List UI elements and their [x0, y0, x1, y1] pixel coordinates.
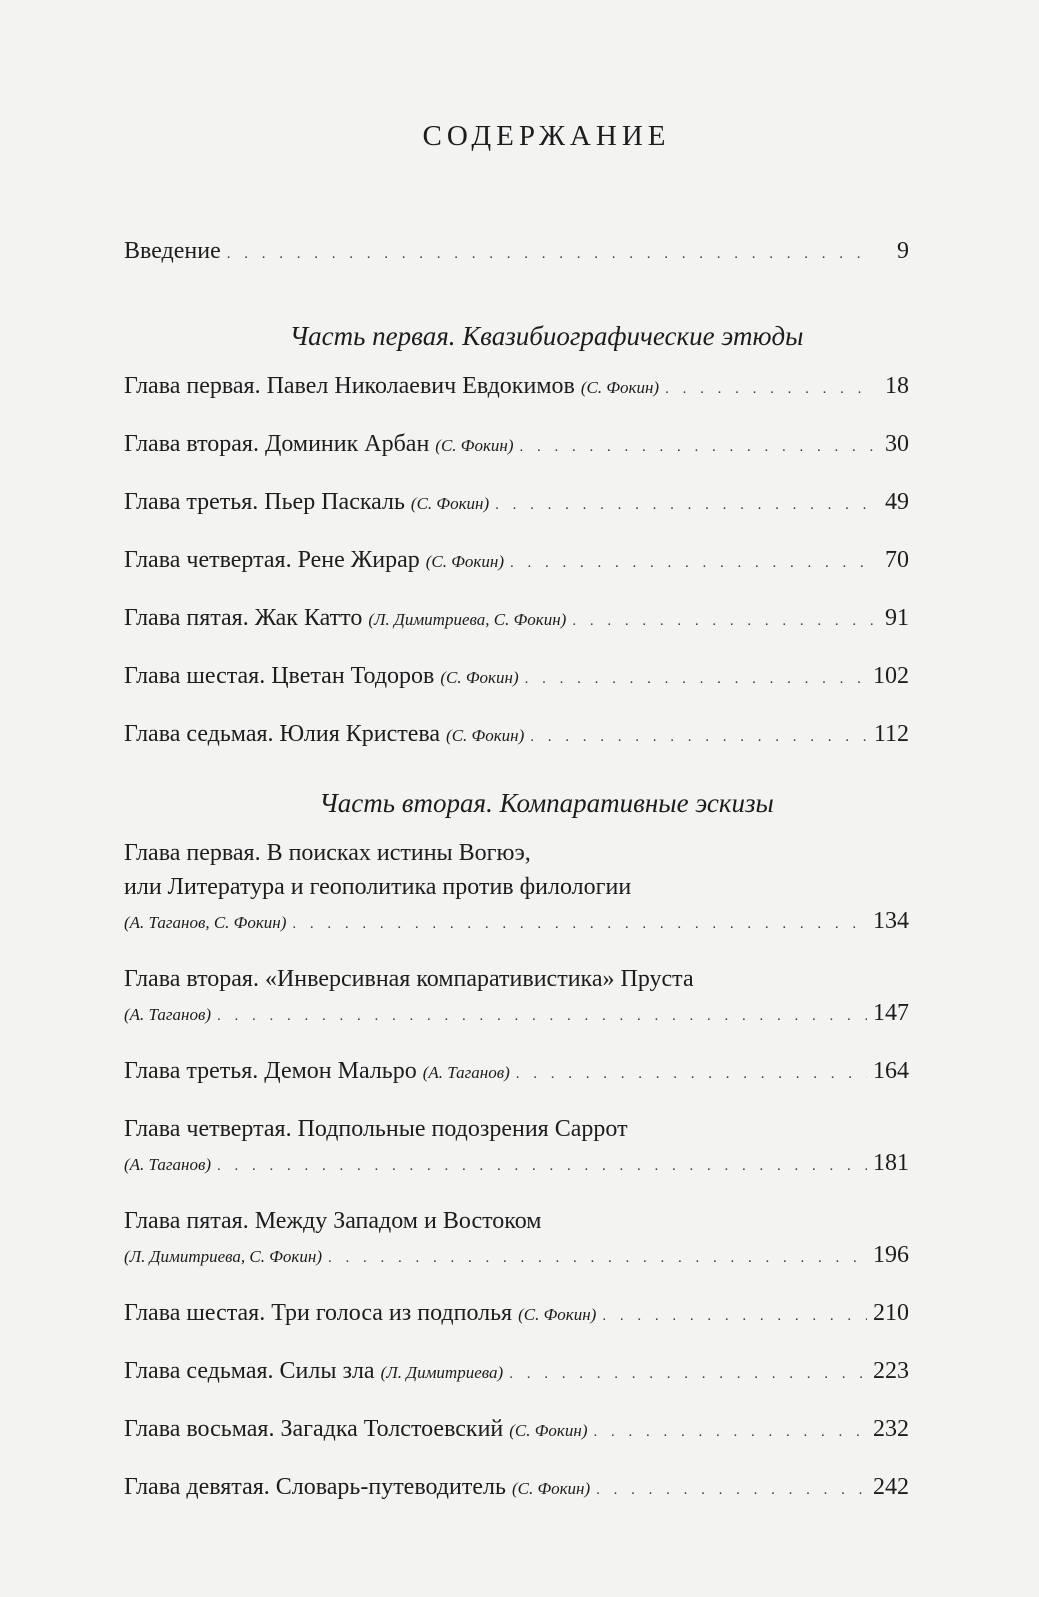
dot-leader: [227, 237, 873, 271]
entry-title: [124, 1296, 596, 1332]
page-number: 232: [873, 1416, 909, 1442]
entry-title: [124, 601, 566, 637]
toc-entry[interactable]: [124, 485, 909, 522]
entry-title: Введение: [124, 238, 221, 264]
entry-author: (С. Фокин): [440, 668, 519, 687]
dot-leader: [593, 1415, 867, 1449]
toc-entry[interactable]: [124, 962, 909, 1033]
page-number: 196: [873, 1242, 909, 1268]
page-number: 102: [873, 663, 909, 689]
toc-entry[interactable]: [124, 659, 909, 696]
page-number: 223: [873, 1358, 909, 1384]
entry-title: [124, 904, 286, 940]
page-number: 164: [873, 1058, 909, 1084]
entry-row: [124, 485, 909, 522]
toc-page: [124, 118, 909, 1528]
entry-title-line: Глава четвертая. Подпольные подозрения Саррот: [124, 1116, 628, 1142]
entry-author: (С. Фокин): [518, 1305, 597, 1324]
entry-row: [124, 1296, 909, 1333]
entry-title-text: Глава восьмая. Загадка Толстоевский: [124, 1416, 504, 1442]
toc-entry[interactable]: [124, 717, 909, 754]
entry-title: [124, 1412, 587, 1448]
entry-title-text: Глава девятая. Словарь-путеводитель: [124, 1474, 506, 1500]
entry-title-line: Глава первая. В поисках истины Вогюэ,: [124, 840, 531, 866]
toc-entry[interactable]: [124, 836, 909, 941]
entry-title: [124, 543, 504, 579]
entry-row: [124, 1054, 909, 1091]
dot-leader: [217, 1149, 867, 1183]
entry-title: [124, 427, 514, 463]
toc-entry[interactable]: [124, 601, 909, 638]
entry-row: [124, 1470, 909, 1507]
entry-title-line: Глава пятая. Между Западом и Востоком: [124, 1208, 542, 1234]
entry-title: [124, 485, 489, 521]
entry-author: (Л. Димитриева, С. Фокин): [368, 610, 567, 629]
entry-title-text: Глава первая. Павел Николаевич Евдокимов: [124, 373, 575, 399]
page-number: 112: [873, 721, 909, 747]
toc-entry[interactable]: [124, 1470, 909, 1507]
entry-title-text: Глава пятая. Жак Катто: [124, 605, 363, 631]
entry-title-line: Глава вторая. «Инверсивная компаративистика» Пруста: [124, 966, 694, 992]
toc-entry[interactable]: [124, 1112, 909, 1183]
toc-title: СОДЕРЖАНИЕ: [422, 120, 671, 152]
page-number: 147: [873, 1000, 909, 1026]
entry-author: (С. Фокин): [410, 494, 490, 513]
entry-row: [124, 1412, 909, 1449]
dot-leader: [520, 430, 873, 464]
entry-row: [124, 904, 909, 941]
entry-title-text: Глава седьмая. Силы зла: [124, 1358, 375, 1384]
entry-title-text: Глава шестая. Три голоса из подполья: [124, 1300, 513, 1326]
toc-entry[interactable]: [124, 369, 909, 406]
dot-leader: [495, 488, 873, 522]
page-number: 134: [873, 908, 909, 934]
entry-author: (С. Фокин): [435, 436, 514, 455]
dot-leader: [217, 999, 867, 1033]
entry-row: [124, 543, 909, 580]
entry-title-text: Глава третья. Демон Мальро: [124, 1058, 417, 1084]
page-number: 30: [885, 431, 909, 457]
toc-entry[interactable]: [124, 1354, 909, 1391]
entry-row: [124, 996, 909, 1033]
entry-title: [124, 1238, 322, 1274]
entry-row: [124, 659, 909, 696]
entry-title: [124, 717, 524, 753]
entry-title-text: Глава четвертая. Рене Жирар: [124, 547, 420, 573]
dot-leader: [328, 1241, 867, 1275]
page-number: 70: [885, 547, 909, 573]
entry-author: (Л. Димитриева): [380, 1363, 504, 1382]
dot-leader: [596, 1473, 867, 1507]
entry-row: [124, 1238, 909, 1275]
entry-author: (А. Таганов, С. Фокин): [124, 913, 287, 932]
page-number: 91: [885, 605, 909, 631]
entry-author: (А. Таганов): [124, 1005, 211, 1024]
page-number: 242: [873, 1474, 909, 1500]
entry-title-text: Глава седьмая. Юлия Кристева: [124, 721, 441, 747]
toc-entry-intro[interactable]: [124, 234, 909, 271]
entry-author: (С. Фокин): [511, 1479, 591, 1498]
entry-row: [124, 427, 909, 464]
dot-leader: [525, 662, 867, 696]
dot-leader: [509, 1357, 867, 1391]
dot-leader: [665, 372, 873, 406]
entry-title: [124, 1354, 503, 1390]
part-heading: Часть вторая. Компаративные эскизы: [319, 788, 774, 818]
toc-parts: [124, 319, 909, 1507]
dot-leader: [530, 720, 868, 754]
entry-title: [124, 1146, 211, 1182]
toc-entry[interactable]: [124, 1204, 909, 1275]
entry-author: (С. Фокин): [425, 552, 504, 571]
part-heading: Часть первая. Квазибиографические этюды: [289, 321, 804, 351]
dot-leader: [292, 907, 867, 941]
entry-title: [124, 369, 659, 405]
toc-entry[interactable]: [124, 1296, 909, 1333]
toc-entry[interactable]: [124, 1054, 909, 1091]
entry-row: [124, 1146, 909, 1183]
entry-row: [124, 601, 909, 638]
entry-title: [124, 1054, 510, 1090]
entry-author: (А. Таганов): [124, 1155, 211, 1174]
page-number: 181: [873, 1150, 909, 1176]
dot-leader: [516, 1057, 867, 1091]
page-number: 49: [885, 489, 909, 515]
entry-title: [124, 996, 211, 1032]
entry-author: (С. Фокин): [580, 378, 660, 397]
entry-author: (С. Фокин): [446, 726, 525, 745]
dot-leader: [510, 546, 873, 580]
entry-title-line: или Литература и геополитика против филологии: [124, 874, 632, 900]
entry-author: (С. Фокин): [509, 1421, 588, 1440]
entry-author: (А. Таганов): [422, 1063, 510, 1082]
toc-entry[interactable]: [124, 543, 909, 580]
dot-leader: [572, 604, 873, 638]
entry-row: [124, 369, 909, 406]
dot-leader: [602, 1299, 867, 1333]
entry-title: [124, 659, 519, 695]
entry-row: [124, 1354, 909, 1391]
entry-title-text: Глава третья. Пьер Паскаль: [124, 489, 405, 515]
entry-title: [124, 1470, 590, 1506]
page-number: 210: [873, 1300, 909, 1326]
page-number: 9: [897, 238, 909, 264]
toc-entry[interactable]: [124, 1412, 909, 1449]
entry-author: (Л. Димитриева, С. Фокин): [124, 1247, 322, 1266]
page-number: 18: [885, 373, 909, 399]
entry-row: [124, 717, 909, 754]
entry-title-text: Глава вторая. Доминик Арбан: [124, 431, 430, 457]
toc-entry[interactable]: [124, 427, 909, 464]
entry-title-text: Глава шестая. Цветан Тодоров: [124, 663, 435, 689]
